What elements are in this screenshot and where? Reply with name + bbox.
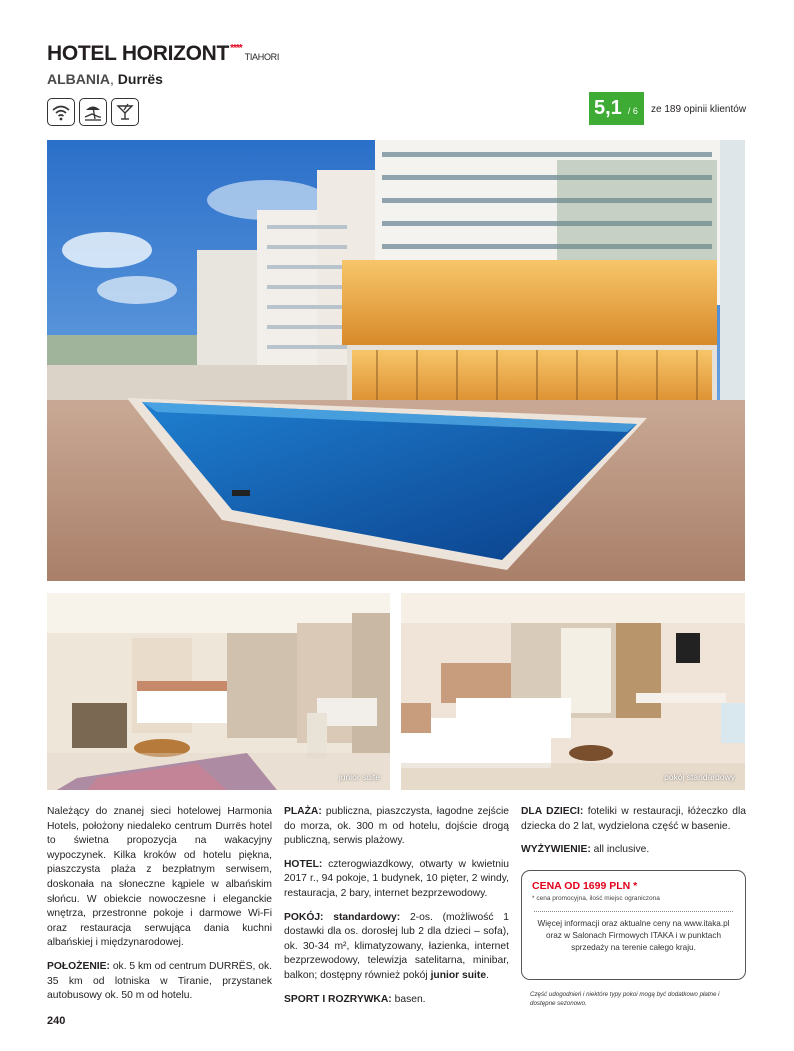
- sport-paragraph: [284, 993, 509, 1008]
- junior-suite-photo: [47, 593, 390, 790]
- standard-room-caption: pokój standardowy: [664, 772, 735, 782]
- board-text: all inclusive.: [593, 844, 650, 856]
- kids-label: DLA DZIECI:: [521, 806, 584, 817]
- board-label: WYŻYWIENIE:: [521, 844, 591, 856]
- hotel-location: [47, 71, 163, 87]
- hotel-paragraph: [284, 858, 509, 902]
- rooms-label: POKÓJ:: [284, 911, 324, 923]
- location-label: POŁOŻENIE:: [47, 960, 110, 972]
- description-column-3: [521, 805, 746, 867]
- hotel-stars: ****: [230, 43, 242, 54]
- rating-badge: [589, 92, 644, 125]
- board-paragraph: [521, 843, 746, 858]
- hotel-name: HOTEL HORIZONT: [47, 42, 230, 65]
- wifi-icon: [47, 98, 75, 126]
- rooms-subtype: standardowy:: [333, 911, 401, 923]
- rating-score: 5,1: [594, 97, 622, 119]
- price-divider: [534, 911, 733, 912]
- standard-room-photo: [401, 593, 745, 790]
- sport-label: SPORT I ROZRYWKA:: [284, 993, 392, 1005]
- rooms-junior-suite: junior suite: [430, 969, 487, 981]
- rooms-text-end: .: [486, 969, 489, 981]
- price-note: * cena promocyjna, ilość miejsc ograniczona: [532, 895, 660, 902]
- sport-text: basen.: [394, 993, 426, 1005]
- country-label: ALBANIA: [47, 71, 110, 87]
- page-number: 240: [47, 1015, 66, 1027]
- location-text: ok. 5 km od centrum DURRËS, ok. 35 km od lotniska w Tiranie, przystanek autobusowy ok. 50 m od hotelu.: [47, 960, 272, 1002]
- hotel-text: czterogwiazdkowy, otwarty w kwietniu 2017 r., 94 pokoje, 1 budynek, 10 pięter, 2 windy, restauracja, 2 bary, internet bezprzewodowy.: [284, 858, 509, 899]
- hotel-pool-photo: [47, 140, 745, 581]
- hotel-label: HOTEL:: [284, 858, 323, 870]
- region-code: TIAHORI: [244, 52, 280, 62]
- location-separator: ,: [110, 71, 114, 87]
- amenity-icons: [47, 98, 139, 126]
- kids-text: foteliki w restauracji, łóżeczko dla dziecka do 2 lat, wydzielona część w basenie.: [521, 806, 746, 832]
- city-label: Durrës: [117, 71, 163, 87]
- price-label: CENA OD 1699 PLN *: [532, 880, 638, 892]
- hotel-title: [47, 42, 279, 66]
- rooms-text: 2-os. (możliwość 1 dostawki dla os. dorosłej lub 2 dla dzieci – sofa), ok. 30-34 m², klimatyzowany, łazienka, internet bezprzewodowy, telewizja satelitarna, minibar, balkon; dostępny również pokój: [284, 911, 509, 981]
- drinks-icon: [111, 98, 139, 126]
- beach-icon: [79, 98, 107, 126]
- description-column-1: [47, 805, 272, 1013]
- junior-suite-caption: junior suite: [338, 772, 380, 782]
- beach-paragraph: [284, 805, 509, 849]
- rating-reviews: ze 189 opinii klientów: [651, 104, 747, 115]
- price-box: [521, 870, 746, 980]
- beach-label: PLAŻA:: [284, 806, 322, 817]
- rating-scale: / 6: [627, 106, 638, 116]
- price-info: Więcej informacji oraz aktualne ceny na www.itaka.pl oraz w Salonach Firmowych ITAKA i w punktach sprzedaży na terenie całego kraju.: [537, 919, 730, 952]
- beach-text: publiczna, piaszczysta, łagodne zejście do morza, ok. 300 m od hotelu, dojście drogą publiczną, serwis plażowy.: [284, 806, 509, 847]
- location-paragraph: [47, 960, 272, 1004]
- kids-paragraph: [521, 805, 746, 834]
- hotel-intro: Należący do znanej sieci hotelowej Harmonia Hotels, położony niedaleko centrum Durrës hotel to świetna propozycja na wakacyjny wypoczynek. Kilka kroków od hotelu piękna, piaszczysta plaża z bezpłatnym serwisem, doskonała na słoneczne kąpiele w albańskim słońcu. W obiekcie nowoczesne i eleganckie wnętrza, przestronne pokoje i darmowe Wi-Fi oraz restauracja serwująca dania kuchni albańskiej i międzynarodowej.: [47, 806, 272, 949]
- description-column-2: [284, 805, 509, 1016]
- rooms-paragraph: [284, 911, 509, 984]
- footnote: Część udogodnień i niektóre typy pokoi mogą być dodatkowo płatne i dostępne sezonowo.: [530, 991, 720, 1007]
